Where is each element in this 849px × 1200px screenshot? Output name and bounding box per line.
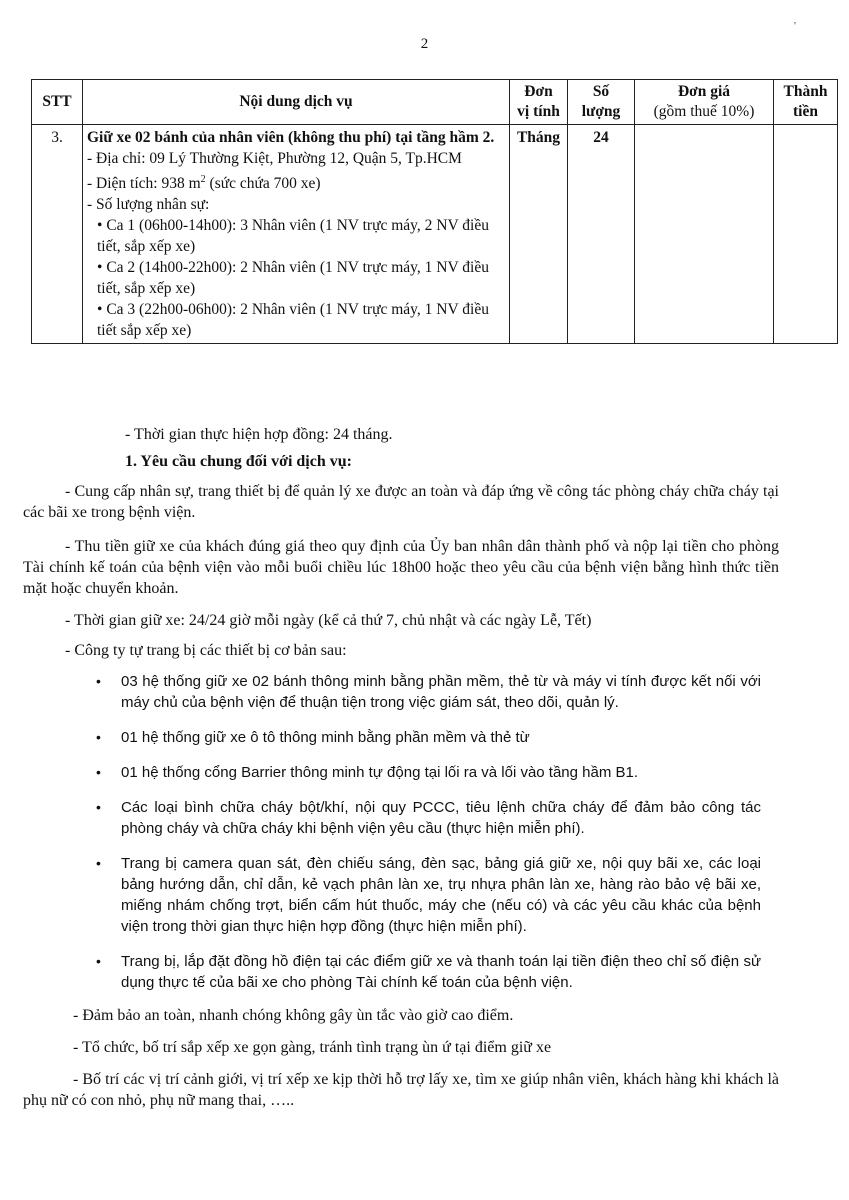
area-suffix: (sức chứa 700 xe) [205, 175, 321, 193]
table-header-row [32, 80, 838, 125]
staff-label: - Số lượng nhân sự: [87, 196, 210, 214]
header-unit [510, 80, 568, 125]
shift-3 [87, 299, 505, 341]
list-item [96, 671, 761, 713]
paragraph-2: - Thu tiền giữ xe của khách đúng giá theo quy định của Ủy ban nhân dân thành phố và nộp lại tiền cho phòng Tài chính kế toán của bệnh viện vào mỗi buổi chiều lúc 18h00 hoặc theo yêu cầu của bệnh viện bằng hình thức tiền mặt hoặc chuyển khoản. [23, 538, 779, 597]
bullet-icon: • [96, 799, 101, 815]
area-sup: 2 [200, 174, 206, 185]
list-item [96, 727, 761, 748]
header-unit-line2: vị tính [517, 103, 560, 120]
shift-1-text: Ca 1 (06h00-14h00): 3 Nhân viên (1 NV trực máy, 2 NV điều tiết, sắp xếp xe) [97, 217, 489, 256]
area-prefix: - Diện tích: 938 m [87, 175, 201, 193]
equipment-text: Trang bị, lắp đặt đồng hồ điện tại các điểm giữ xe và thanh toán lại tiền điện theo chỉ số điện sử dụng thực tế của bãi xe cho phòng Tài chính kế toán của bệnh viện. [121, 953, 761, 991]
bullet-icon: • [96, 855, 101, 871]
list-item [96, 951, 761, 993]
margin-mark: ' [794, 20, 796, 32]
service-address: - Địa chỉ: 09 Lý Thường Kiệt, Phường 12, Quận 5, Tp.HCM [87, 150, 462, 167]
contract-time: - Thời gian thực hiện hợp đồng: 24 tháng. [125, 426, 393, 443]
header-stt: STT [32, 80, 83, 125]
shift-2 [87, 257, 505, 299]
equipment-text: Các loại bình chữa cháy bột/khí, nội quy PCCC, tiêu lệnh chữa cháy để đảm bảo công tác phòng cháy và chữa cháy khi bệnh viện yêu cầu (thực hiện miễn phí). [121, 799, 761, 837]
equipment-list [23, 671, 761, 993]
bullet-icon: • [97, 301, 103, 319]
bullet-icon: • [96, 673, 101, 689]
header-total [774, 80, 838, 125]
header-price-line1: Đơn giá [677, 83, 731, 100]
paragraph-4: - Công ty tự trang bị các thiết bị cơ bản sau: [65, 642, 347, 659]
service-table [31, 79, 838, 344]
bullet-icon: • [97, 217, 103, 235]
paragraph-7: - Bố trí các vị trí cảnh giới, vị trí xếp xe kịp thời hỗ trợ lấy xe, tìm xe giúp nhân viên, khách hàng khi khách là phụ nữ có con nhỏ, phụ nữ mang thai, ….. [23, 1071, 779, 1109]
shift-1 [87, 215, 505, 257]
equipment-text: 03 hệ thống giữ xe 02 bánh thông minh bằng phần mềm, thẻ từ và máy vi tính được kết nối với máy chủ của bệnh viện để thuận tiện trong việc giám sát, theo dõi, quản lý. [121, 673, 761, 711]
equipment-text: 01 hệ thống giữ xe ô tô thông minh bằng phần mềm và thẻ từ [121, 729, 530, 746]
bullet-icon: • [97, 259, 103, 277]
cell-unit: Tháng [510, 125, 568, 344]
header-price [635, 80, 774, 125]
list-item [96, 797, 761, 839]
list-item [96, 762, 761, 783]
header-unit-line1: Đơn [524, 83, 553, 100]
paragraph-1: - Cung cấp nhân sự, trang thiết bị để quản lý xe được an toàn và đáp ứng về công tác phòng cháy chữa cháy tại các bãi xe trong bệnh viện. [23, 483, 779, 521]
cell-total [774, 125, 838, 344]
header-content: Nội dung dịch vụ [83, 80, 510, 125]
paragraph-6: - Tổ chức, bố trí sắp xếp xe gọn gàng, tránh tình trạng ùn ứ tại điểm giữ xe [73, 1039, 552, 1056]
equipment-text: 01 hệ thống cổng Barrier thông minh tự động tại lối ra và lối vào tầng hầm B1. [121, 764, 639, 781]
cell-stt: 3. [32, 125, 83, 344]
body-text [23, 424, 779, 1111]
bullet-icon: • [96, 764, 101, 780]
header-price-line2: (gồm thuế 10%) [653, 103, 755, 120]
shift-3-text: Ca 3 (22h00-06h00): 2 Nhân viên (1 NV trực máy, 1 NV điều tiết sắp xếp xe) [97, 301, 489, 340]
header-qty-line2: lượng [581, 103, 621, 120]
equipment-text: Trang bị camera quan sát, đèn chiếu sáng, đèn sạc, bảng giá giữ xe, nội quy bãi xe, các loại bảng hướng dẫn, chỉ dẫn, kẻ vạch phân làn xe, trụ nhựa phân làn xe, hàng rào bảo vệ bãi xe, miếng nhám chống trợt, biển cấm hút thuốc, máy che (nếu có) và các yêu cầu khác của bệnh viện trong thời gian thực hiện hợp đồng (thực hiện miễn phí). [121, 855, 761, 935]
header-total-line2: tiền [793, 103, 818, 120]
bullet-icon: • [96, 953, 101, 969]
service-area [87, 169, 505, 194]
bullet-icon: • [96, 729, 101, 745]
header-total-line1: Thành [783, 83, 828, 100]
paragraph-3: - Thời gian giữ xe: 24/24 giờ mỗi ngày (kể cả thứ 7, chủ nhật và các ngày Lễ, Tết) [65, 612, 592, 629]
shift-2-text: Ca 2 (14h00-22h00): 2 Nhân viên (1 NV trực máy, 1 NV điều tiết, sắp xếp xe) [97, 259, 489, 298]
cell-qty: 24 [568, 125, 635, 344]
cell-price [635, 125, 774, 344]
cell-content [83, 125, 510, 344]
service-title: Giữ xe 02 bánh của nhân viên (không thu phí) tại tầng hầm 2. [87, 129, 495, 146]
table-row [32, 125, 838, 344]
page-number: 2 [420, 36, 429, 52]
list-item [96, 853, 761, 937]
paragraph-5: - Đảm bảo an toàn, nhanh chóng không gây ùn tắc vào giờ cao điểm. [73, 1007, 514, 1024]
header-qty [568, 80, 635, 125]
section-heading: 1. Yêu cầu chung đối với dịch vụ: [125, 453, 352, 470]
header-qty-line1: Số [592, 83, 610, 100]
